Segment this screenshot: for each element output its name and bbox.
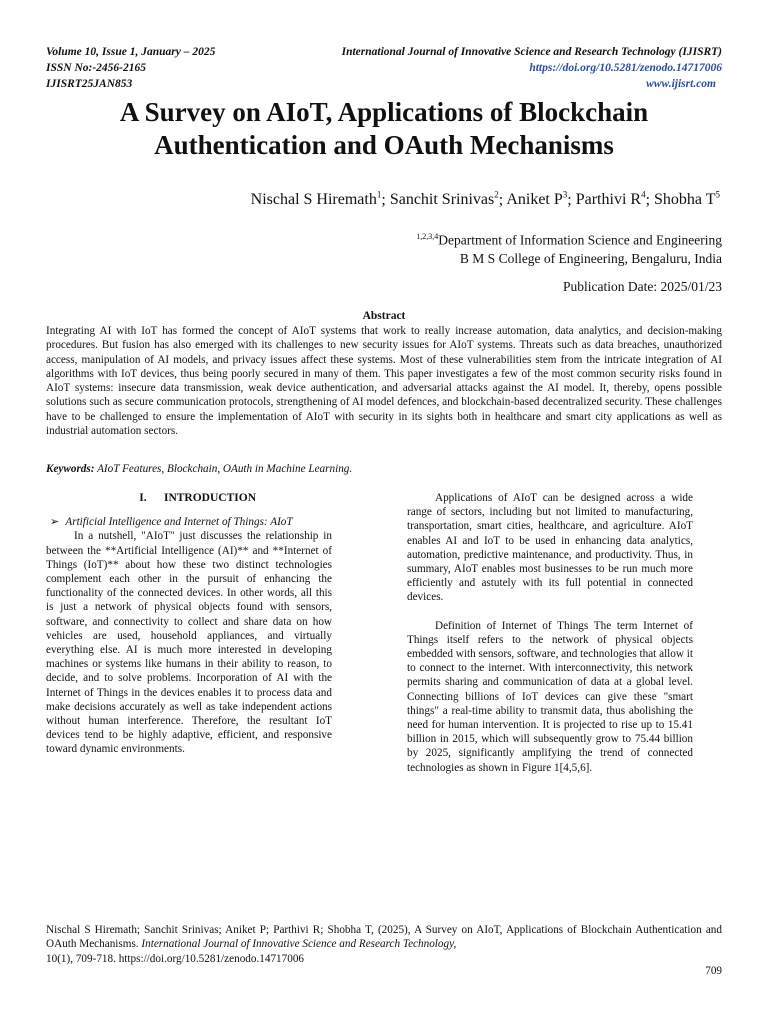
- paper-title: A Survey on AIoT, Applications of Blockchain Authentication and OAuth Mechanisms: [119, 97, 649, 160]
- doi-link[interactable]: https://doi.org/10.5281/zenodo.14717006: [529, 62, 722, 74]
- keywords-label: Keywords:: [46, 463, 95, 475]
- citation-doi: 10(1), 709-718. https://doi.org/10.5281/zenodo.14717006: [46, 952, 305, 965]
- page-number: 709: [705, 965, 722, 977]
- citation-footer: [46, 923, 722, 966]
- affiliation: [416, 228, 722, 268]
- abstract-text: Integrating AI with IoT has formed the concept of AIoT systems that work to really increase automation, data analytics, and decision-making procedures. But fusion has also emerged with its challenges to new security issues for AIoT systems. Threats such as data breaches, unauthorized access, manipulation of AI models, and privacy issues affect these systems. Most of these vulnerabilities stem from the intricate integration of AI algorithms with IoT devices, thus being poorly secured in many of them. This paper investigates a few of the most common security risks found in AIoT systems: insecure data transmission, weak device authentication, and adversarial attacks against the AI model. It, thereby, opens possible solutions such as secure communication protocols, strengthening of AI model defences, and blockchain-based decentralized security. These challenges have to be challenged to ensure the implementation of AIoT with security in its sights both in healthcare and smart city applications as well as industrial automation sectors.: [46, 325, 722, 438]
- website-link[interactable]: www.ijisrt.com: [646, 78, 716, 90]
- paper-id: IJISRT25JAN853: [46, 78, 133, 90]
- journal-name: International Journal of Innovative Science and Research Technology (IJISRT): [341, 46, 722, 58]
- affiliation-college: B M S College of Engineering, Bengaluru, India: [459, 250, 722, 266]
- publication-date: Publication Date: 2025/01/23: [563, 279, 722, 294]
- citation-journal: International Journal of Innovative Science and Research Technology,: [141, 938, 457, 951]
- arrow-bullet-icon: ➢: [50, 516, 60, 529]
- author-4: Parthivi $R^4$: [575, 190, 646, 209]
- issn: ISSN No:-2456-2165: [46, 62, 146, 74]
- author-3: Aniket $P^3$: [506, 190, 568, 209]
- author-list: Nischal S Hiremath$^1$; Sanchit Srinivas$^2$; Aniket $P^3$; Parthivi $R^4$; Shobha $T^5$: [250, 190, 720, 209]
- author-2: Sanchit Srinivas$^2$: [389, 190, 499, 209]
- intro-paragraph-2: Applications of AIoT can be designed across a wide range of sectors, including but not limited to manufacturing, transportation, smart cities, healthcare, and agriculture. AIoT enables AI and IoT to be used in enhancing data analytics, automation, predictive maintenance, and productivity. Thus, in summary, AIoT enables most businesses to be run much more efficiently and astutely with its full potential in connected devices.: [407, 492, 693, 604]
- volume-info: Volume 10, Issue 1, January – 2025: [46, 46, 216, 58]
- section-heading: I. INTRODUCTION: [139, 492, 256, 504]
- citation-authors-title: Nischal S Hiremath; Sanchit Srinivas; Aniket P; Parthivi R; Shobha T, (2025), A Survey on AIoT, Applications of Blockchain Authentication and OAuth Mechanisms.: [46, 924, 722, 951]
- keywords-text: AIoT Features, Blockchain, OAuth in Machine Learning.: [97, 463, 353, 475]
- keywords: [46, 463, 352, 475]
- abstract-heading: Abstract: [362, 310, 406, 322]
- author-1: Nischal S Hiremath$^1$: [250, 190, 382, 209]
- affiliation-department: $^{1,2,3,4}$Department of Information Science and Engineering: [416, 232, 722, 248]
- author-5: Shobha $T^5$: [654, 190, 720, 209]
- subsection-heading: ➢ Artificial Intelligence and Internet of Things: AIoT: [50, 516, 293, 529]
- right-column: [407, 491, 693, 775]
- intro-paragraph-3: Definition of Internet of Things The term Internet of Things itself refers to the network of physical objects embedded with sensors, software, and technologies that allow it to connect to the internet. With interconnectivity, this network permits sharing and communication of data at a global level. Connecting billions of IoT devices can give these "smart things" a real-time ability to transmit data, thus abolishing the need for human intervention. It is projected to rise up to 15.41 billion in 2015, which will subsequently grow to 75.44 billion by 2025, significantly amplifying the trend of connected technologies as shown in Figure 1[4,5,6].: [407, 619, 693, 774]
- intro-paragraph-1: In a nutshell, "AIoT" just discusses the relationship in between the **Artificial Intelligence (AI)** and **Internet of Things (IoT)** about how these two distinct technologies complement each other in the pursuit of enhancing the functionality of the connected devices. In other words, all this is just a network of physical objects found with sensors, software, and connectivity to collect and share data on how vehicles are used, household appliances, and virtually everything else. AI is much more interested in developing machines or systems like humans in their ability to reason, to decide, and to solve problems. Incorporation of AI with the Internet of Things in the devices enables it to process data and make decisions accurately as well as take independent actions without human interference. Therefore, the resultant IoT devices tend to be highly adaptive, efficient, and responsive toward dynamic environments.: [46, 530, 332, 756]
- left-column: [46, 491, 332, 757]
